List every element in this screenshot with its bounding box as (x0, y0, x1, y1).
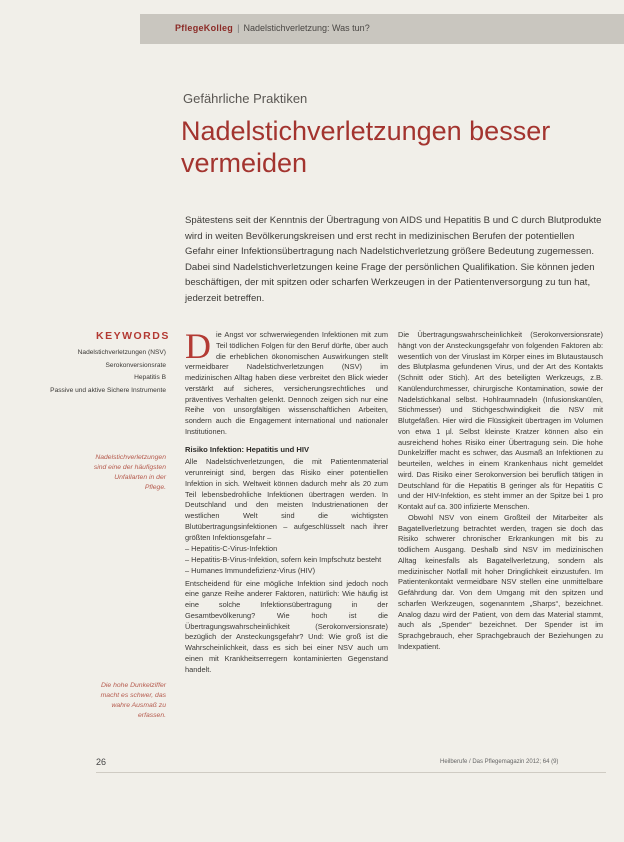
footer-divider (96, 772, 606, 773)
list-item: – Humanes Immundefizienz-Virus (HIV) (185, 565, 316, 575)
intro-paragraph (185, 326, 388, 438)
keywords-list (40, 347, 166, 397)
running-header (175, 23, 370, 33)
sidenote: Nadelstichverletzungen sind eine der häufigsten Unfallarten in der Pflege. (93, 454, 166, 491)
virus-list (185, 544, 388, 576)
list-item: – Hepatitis-C-Virus-Infektion (185, 544, 278, 554)
keyword-item: Nadelstichverletzungen (NSV) (77, 349, 166, 356)
list-item: – Hepatitis-B-Virus-Infektion, sofern kein Impfschutz besteht (185, 555, 382, 564)
page-number: 26 (96, 757, 107, 767)
intro-text: ie Angst vor schwerwiegenden Infektionen mit zum Teil tödlichen Folgen für den Beruf dürfte, über auch die erheblichen ökonomischen Auswirkungen stellt vermeidbarer Nadelstichverletzungen (NSV) im medizinischen Alltag haben diese verbreitet den Blick wieder verstärkt auf sicheres, versicherungsrechtliches und präventives Verhalten gelenkt. Dennoch zeigen sich nur eine Reihe von unsorgfältigen wissenschaftlichen Arbeiten, sondern auch die Engagement international und nationaler Institutionen. (185, 330, 388, 436)
article-title: Nadelstichverletzungen besser vermeiden (181, 116, 551, 178)
article-kicker: Gefährliche Praktiken (183, 91, 308, 106)
keyword-item: Passive und aktive Sichere Instrumente (50, 386, 166, 394)
body-paragraph: Die Übertragungswahrscheinlichkeit (Serokonversionsrate) hängt von der Ansteckungsgefahr von folgenden Faktoren ab: wesentlich von der Viruslast im Körper eines im Blutaustausch des Blutplasma gefundenen Virus, und der Art des Kontakts (Schnitt oder Stich). Art des beteiligten Werkzeugs, z.B. Kanülendurchmesser, chirurgische Kontamination, sowie der Nadelstichkanal selbst. Hohlraumnadeln (Infusionskanülen, Stichmesser) und Stichgeschwindigkeit die NSV mit Blutgefäßen. Hier wird die Flüssigkeit übertragen im Volumen von etwa 1 µl. Selbst kleinste Kratzer können also ein ausreichend hohes Risiko einer Übertragung sein. Die hohe Dunkelziffer macht es schwer, das Ausmaß an Infektionen zu beurteilen, welches in einem Krankenhaus nicht gemeldet wird. Das Risiko einer Serokonversion bei beruflich tätigen in Deutschland für die Hepatitis B geringer als für Hepatitis C und der HIV-Infektion, es steht immer an der Spitze bei 1 pro Kontakt auf ca. 300 infizierte Menschen. (398, 330, 603, 511)
body-column-left (185, 326, 388, 675)
section-heading: Risiko Infektion: Hepatitis und HIV (185, 444, 310, 454)
keyword-item: Serokonversionsrate (105, 361, 166, 369)
journal-reference: Heilberufe / Das Pflegemagazin 2012; 64 (9) (440, 759, 559, 765)
article-lead: Spätestens seit der Kenntnis der Übertragung von AIDS und Hepatitis B und C durch Blutprodukte wird in weiten Bevölkerungskreisen und erst recht in medizinischen Berufen der potentiellen Gefahr einer Infektionsübertragung nach Nadelstichverletzung größere Bedeutung zugemessen. Dabei sind Nadelstichverletzungen keine Frage der persönlichen Qualifikation. Sie können jeden beschäftigen, der mit spitzen oder scharfen Werkzeugen in der Patientenversorgung zu tun hat, jederzeit betreffen. (185, 215, 602, 304)
body-column-right (398, 330, 603, 653)
body-paragraph: Alle Nadelstichverletzungen, die mit Patientenmaterial verunreinigt sind, bergen das Risiko einer potentiellen Infektion in sich. Weltweit können dadurch mehr als 20 zum Teil lebensbedrohliche Infektionen übertragen werden. In Deutschland und den meisten Industrienationen der westlichen Welt sind die wichtigsten Blutübertragungsinfektionen – aufgeschlüsselt nach ihrer größten Infektionsgefahr – (185, 457, 388, 542)
sidenote: Die hohe Dunkelziffer macht es schwer, das wahre Ausmaß zu erfassen. (100, 682, 166, 719)
body-paragraph: Entscheidend für eine mögliche Infektion sind jedoch noch eine ganze Reihe anderer Faktoren, natürlich: Wie häufig ist eine solche Infektionsübertragung in der Gesamtbevölkerung? Wie hoch ist die Übertragungswahrscheinlichkeit (Serokonversionsrate) bezüglich der Ansteckungsgefahr? Und: Wie groß ist die Wahrscheinlichkeit, dass es sich bei einer NSV auch um einen mit Krankheitserregern kontaminierten Gegenstand handelt. (185, 578, 388, 674)
drop-cap: D (185, 326, 211, 366)
header-brand: PflegeKolleg (175, 23, 234, 33)
keywords-heading: KEYWORDS (96, 330, 170, 342)
header-section: Nadelstichverletzung: Was tun? (243, 23, 370, 33)
keyword-item: Hepatitis B (134, 374, 166, 381)
body-paragraph: Obwohl NSV von einem Großteil der Mitarbeiter als Bagatellverletzung betrachtet werden, tragen sie doch das Risiko schwerer chronischer Erkrankungen mit bis zu tödlichem Ausgang. Deshalb sind NSV im medizinischen Alltag keinesfalls als Bagatellverletzung, sondern als medizinischer Notfall mit hoher Dringlichkeit einzustufen. Im Patientenkontakt vermeidbare NSV stellen eine unmittelbare Gefährdung dar. Von dem Umgang mit den spitzen und scharfen Werkzeugen, sogenanntem „Sharps“, bezeichnet. Analog dazu wird der Patient, von dem das Material stammt, auch als „Spender“ bezeichnet. Der Spender ist im Sprachgebrauch, eher Sprachgebrauch der Beziehungen zu Indexpatient. (398, 512, 603, 651)
header-separator: | (237, 23, 240, 33)
